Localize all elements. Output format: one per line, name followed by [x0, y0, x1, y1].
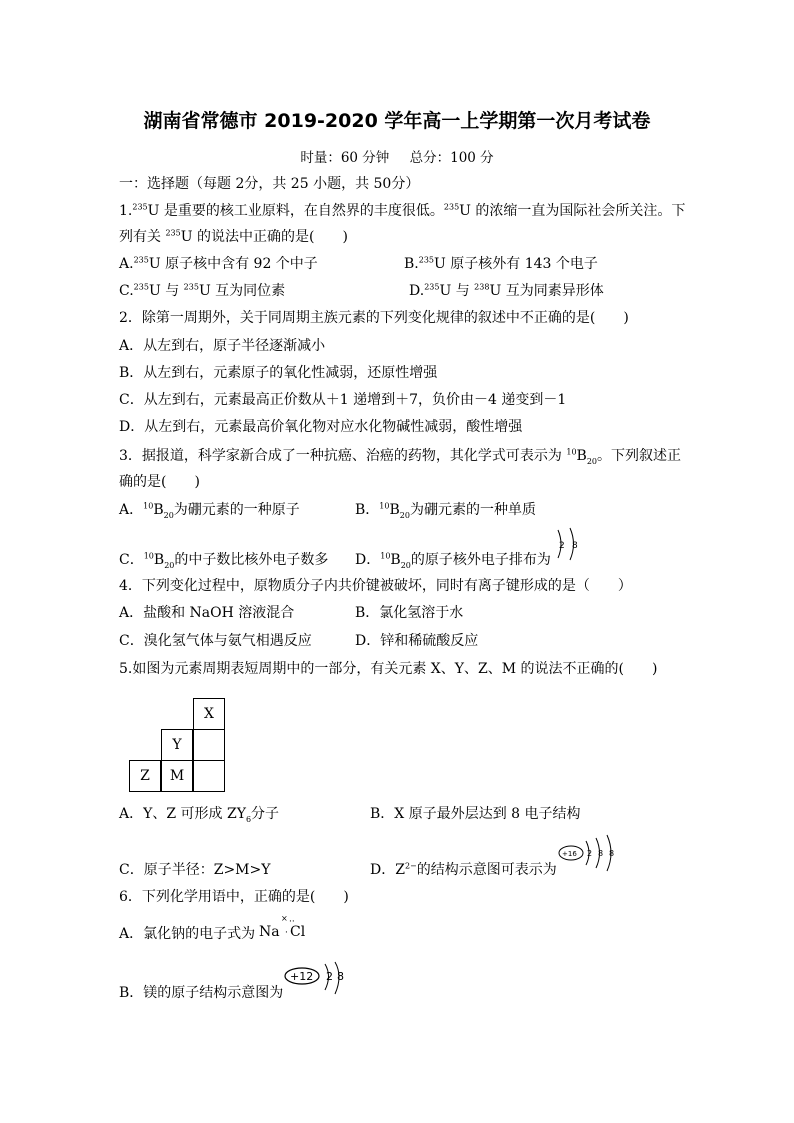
element-symbol: B [153, 502, 164, 518]
electron-count: 2 [587, 849, 593, 858]
electron-count: 8 [572, 541, 578, 551]
cell-x: X [193, 698, 225, 730]
q3-option-b [355, 500, 536, 520]
q1-option-c: C.$^{235}$U 与 $^{235}$U 互为同位素 [119, 282, 286, 299]
mass-number: 235 [165, 228, 181, 238]
q1-option-a-text: U 原子核中含有 92 个中子 [148, 256, 318, 272]
q4-option-b: B．氯化氢溶于水 [355, 605, 464, 621]
sodium-symbol: Na [259, 924, 280, 940]
q1-option-b-text: U 原子核外有 143 个电子 [434, 256, 598, 272]
question-1-stem-line2 [119, 227, 348, 247]
q3-option-a-label: A． [119, 502, 144, 518]
cell-empty [193, 729, 225, 761]
q2-option-c: C．从左到右，元素最高正价数从＋1 递增到＋7，负价由－4 递变到－1 [119, 392, 567, 408]
q1-option-c-text2: U 互为同位素 [198, 283, 286, 299]
mass-number: 10 [380, 551, 391, 561]
q1-option-d: D.$^{235}$U 与 $^{238}$U 互为同素异形体 [409, 282, 604, 299]
charge: 2− [404, 861, 417, 871]
q3-stem-a: 3．据报道，科学家新合成了一种抗癌、治癌的药物，其化学式可表示为 [119, 448, 567, 464]
mass-number: 235 [443, 202, 460, 212]
q4-option-a: A．盐酸和 NaOH 溶液混合 [119, 605, 295, 621]
cell-z: Z [129, 760, 161, 792]
electron-dot-icon: · [285, 928, 288, 938]
mass-number: 10 [566, 447, 577, 457]
q1-option-a: A.$^{235}$U 原子核中含有 92 个中子 [119, 255, 318, 272]
chlorine-symbol: Cl [290, 924, 306, 940]
q5-option-d-label: D．Z [370, 862, 405, 878]
q3-option-d-label: D． [355, 552, 381, 568]
q5-option-d-text: 的结构示意图可表示为 [416, 862, 557, 878]
q1-paren: ) [342, 229, 348, 245]
q3-option-c-text: 的中子数比核外电子数多 [174, 552, 329, 568]
q6-option-a-text: A．氯化钠的电子式为 [119, 926, 256, 942]
q5-option-a [119, 804, 279, 824]
q1-option-d-text2: U 互为同素异形体 [489, 283, 604, 299]
q1-stem-c: 列有关 [119, 229, 166, 245]
cell-m: M [161, 760, 193, 792]
section-heading: 一：选择题（每题 2分，共 25 小题，共 50分） [119, 176, 420, 192]
q1-option-b: B.$^{235}$U 原子核外有 143 个电子 [404, 255, 598, 272]
atomic-structure-diagram [552, 526, 588, 562]
q3-stem-b: 。下列叙述正 [597, 448, 682, 464]
q1-stem-d: U 的说法中正确的是( [180, 229, 315, 245]
exam-time: 时量：60 分钟 [300, 150, 390, 166]
q1-option-d-text1: U 与 [439, 283, 475, 299]
periodic-table-fragment [129, 698, 225, 794]
subscript: 20 [399, 510, 410, 520]
element-symbol: B [389, 502, 400, 518]
mass-number: 235 [132, 202, 148, 212]
nucleus-charge: +12 [290, 970, 314, 983]
subscript: 20 [400, 560, 411, 570]
mass-number: 10 [379, 501, 390, 511]
electron-count: 2 [559, 541, 565, 551]
electron-count: 8 [337, 970, 344, 983]
q4-option-d: D．锌和稀硫酸反应 [355, 633, 479, 649]
mass-number: 235 [183, 282, 199, 292]
question-1-stem-line1: 1.$^{235}$U 是重要的核工业原料，在自然界的丰度很低。$^{235}$U 的浓缩一直为国际社会所关注。下 [119, 202, 686, 219]
nucleus-charge: +16 [562, 850, 577, 858]
mass-number: 235 [424, 282, 440, 292]
electron-count: 8 [609, 849, 615, 858]
q3-option-c-label: C． [119, 552, 144, 568]
q5-option-a-text: A．Y、Z 可形成 ZY [119, 806, 246, 822]
q2-option-a: A．从左到右，原子半径逐渐减小 [119, 338, 326, 354]
q3-option-a [119, 500, 300, 520]
subscript: 20 [163, 510, 174, 520]
q4-option-c: C．溴化氢气体与氨气相遇反应 [119, 633, 312, 649]
mass-number: 10 [143, 501, 154, 511]
sulfide-ion-diagram [556, 832, 646, 872]
electron-count: 8 [598, 849, 604, 858]
mass-number: 235 [133, 282, 149, 292]
element-symbol: B [153, 552, 165, 568]
subscript: 20 [164, 560, 175, 570]
q3-option-d [355, 550, 551, 570]
question-2-stem: 2．除第一周期外，关于同周期主族元素的下列变化规律的叙述中不正确的是( ) [119, 310, 629, 326]
mass-number: 10 [143, 551, 154, 561]
electron-count: 2 [326, 970, 333, 983]
q1-stem-b: U 的浓缩一直为国际社会所关注。下 [459, 203, 686, 219]
electron-dots-icon: ·· [289, 917, 295, 927]
q5-option-d [370, 860, 557, 880]
q6-option-b: B．镁的原子结构示意图为 [119, 985, 284, 1001]
exam-meta [0, 146, 794, 166]
q3-option-b-label: B． [355, 502, 380, 518]
cell-empty [193, 760, 225, 792]
q3-option-a-text: 为硼元素的一种原子 [173, 502, 300, 518]
q3-option-c [119, 550, 328, 570]
q3-option-d-text: 的原子核外电子排布为 [410, 552, 551, 568]
electron-cross-icon: × [281, 914, 288, 923]
question-5-stem: 5.如图为元素周期表短周期中的一部分，有关元素 X、Y、Z、M 的说法不正确的( ) [119, 661, 658, 677]
q2-option-b: B．从左到右，元素原子的氧化性减弱，还原性增强 [119, 365, 438, 381]
q5-option-c: C．原子半径：Z>M>Y [119, 862, 271, 878]
mass-number: 235 [418, 255, 435, 265]
magnesium-atom-diagram [282, 960, 352, 998]
q5-option-b: B．X 原子最外层达到 8 电子结构 [370, 806, 581, 822]
q5-option-a-text2: 分子 [251, 806, 280, 822]
q1-option-c-text1: U 与 [148, 283, 184, 299]
question-3-stem-line2: 确的是( ) [119, 474, 200, 490]
page-title: 湖南省常德市 2019-2020 学年高一上学期第一次月考试卷 [143, 110, 651, 132]
question-4-stem: 4．下列变化过程中，原物质分子内共价键被破坏，同时有离子键形成的是（ ） [119, 578, 632, 594]
question-6-stem: 6．下列化学用语中，正确的是( ) [119, 889, 349, 905]
element-symbol: B [390, 552, 401, 568]
exam-score: 总分：100 分 [409, 150, 494, 166]
q1-stem-a: U 是重要的核工业原料，在自然界的丰度很低。 [147, 203, 444, 219]
element-symbol: B [576, 448, 587, 464]
q6-option-a [119, 924, 255, 944]
question-3-stem-line1 [119, 446, 681, 466]
cell-y: Y [161, 729, 193, 761]
electron-formula-nacl [259, 914, 309, 944]
subscript: 20 [586, 456, 598, 466]
mass-number: 235 [133, 255, 149, 265]
subscript: 6 [245, 814, 252, 824]
q2-option-d: D．从左到右，元素最高价氧化物对应水化物碱性减弱，酸性增强 [119, 419, 523, 435]
mass-number: 238 [474, 282, 490, 292]
q3-option-b-text: 为硼元素的一种单质 [409, 502, 536, 518]
